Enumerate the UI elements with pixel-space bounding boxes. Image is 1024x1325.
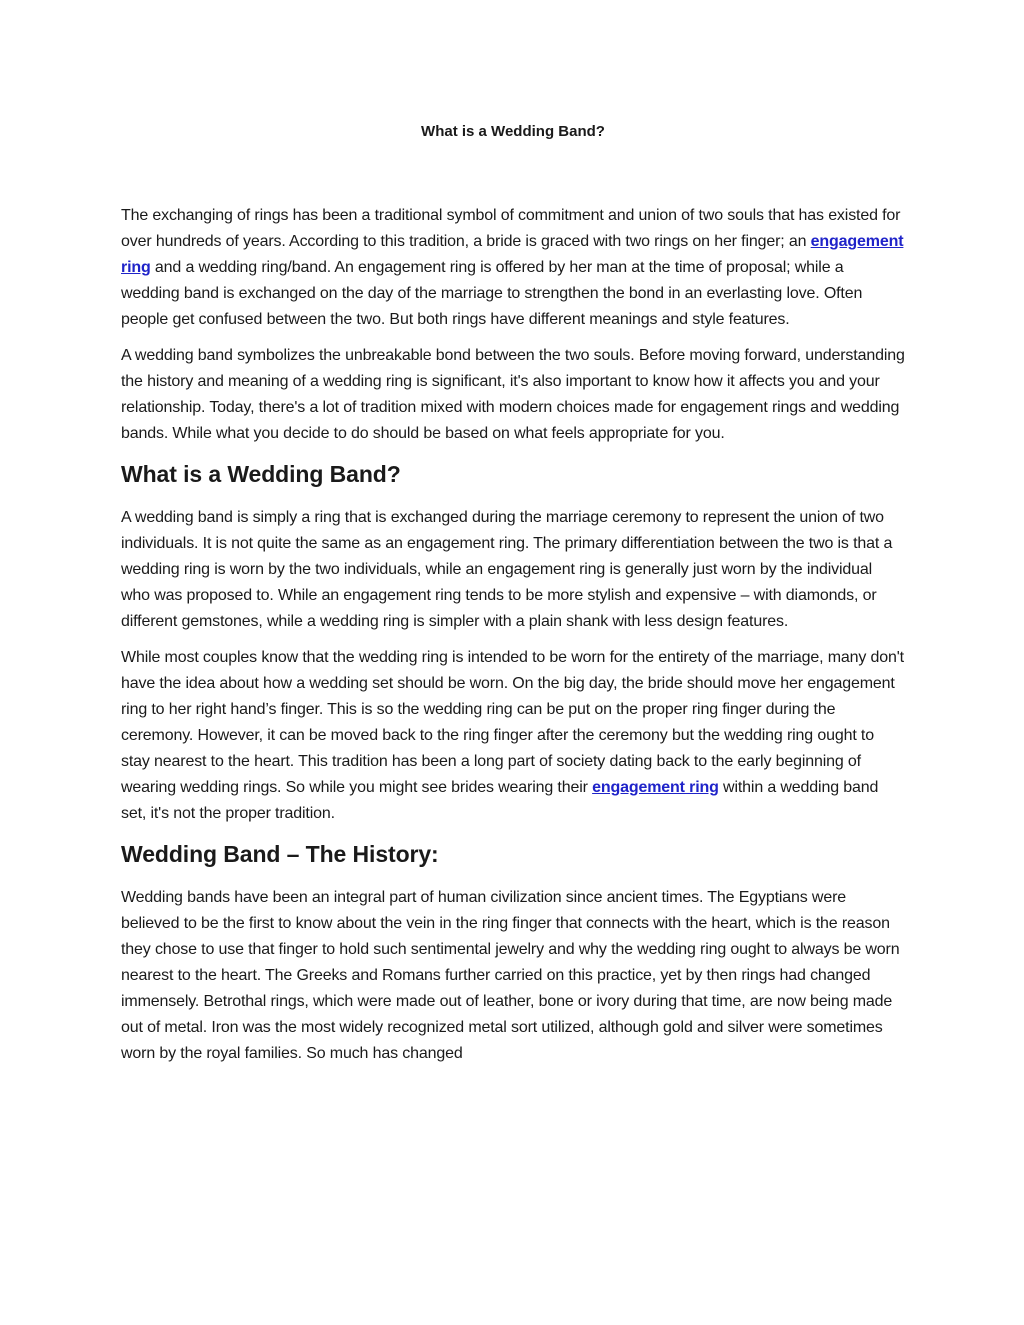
section1-p2-text-before: While most couples know that the wedding ring is intended to be worn for the entirety of the marriage, many don't have the idea about how a wedding set should be worn. On the big day, the bride should move her engagement ring to her right hand’s finger. This is so the wedding ring can be put on the proper ring finger during the ceremony. However, it can be moved back to the ring finger after the ceremony but the wedding ring ought to stay nearest to the heart. This tradition has been a long part of society dating back to the early beginning of wearing wedding rings. So while you might see brides wearing their <box>121 649 904 796</box>
section2-paragraph-1: Wedding bands have been an integral part of human civilization since ancient times. The Egyptians were believed to be the first to know about the vein in the ring finger that connects with the heart, which is the reason they chose to use that finger to hold such sentimental jewelry and why the wedding ring ought to always be worn nearest to the heart. The Greeks and Romans further carried on this practice, yet by then rings had changed immensely. Betrothal rings, which were made out of leather, bone or ivory during that time, are now being made out of metal. Iron was the most widely recognized metal sort utilized, although gold and silver were sometimes worn by the royal families. So much has changed <box>121 889 900 1062</box>
section1-paragraph-2 <box>121 645 905 827</box>
intro-paragraph-2: A wedding band symbolizes the unbreakable bond between the two souls. Before moving forward, understanding the history and meaning of a wedding ring is significant, it's also important to know how it affects you and your relationship. Today, there's a lot of tradition mixed with modern choices made for engagement rings and wedding bands. While what you decide to do should be based on what feels appropriate for you. <box>121 347 905 442</box>
engagement-ring-link-2[interactable]: engagement ring <box>592 779 719 796</box>
engagement-ring-link[interactable]: engagement ring <box>121 233 904 276</box>
intro-paragraph-1 <box>121 203 905 333</box>
section-heading-history: Wedding Band – The History: <box>121 841 439 867</box>
document-body <box>121 203 905 1077</box>
intro-p1-text-after: and a wedding ring/band. An engagement ring is offered by her man at the time of proposal; while a wedding band is exchanged on the day of the marriage to strengthen the bond in an everlasting love. Often people get confused between the two. But both rings have different meanings and style features. <box>121 259 863 328</box>
section1-p2-text-after: within a wedding band set, it's not the proper tradition. <box>121 779 879 822</box>
section-heading-what-is-wedding-band: What is a Wedding Band? <box>121 461 401 487</box>
section1-paragraph-1: A wedding band is simply a ring that is exchanged during the marriage ceremony to represent the union of two individuals. It is not quite the same as an engagement ring. The primary differentiation between the two is that a wedding ring is worn by the two individuals, while an engagement ring is generally just worn by the individual who was proposed to. While an engagement ring tends to be more stylish and expensive – with diamonds, or different gemstones, while a wedding ring is simpler with a plain shank with less design features. <box>121 509 893 630</box>
intro-p1-text-before: The exchanging of rings has been a traditional symbol of commitment and union of two souls that has existed for over hundreds of years. According to this tradition, a bride is graced with two rings on her finger; an <box>121 207 901 250</box>
document-title: What is a Wedding Band? <box>421 123 605 140</box>
